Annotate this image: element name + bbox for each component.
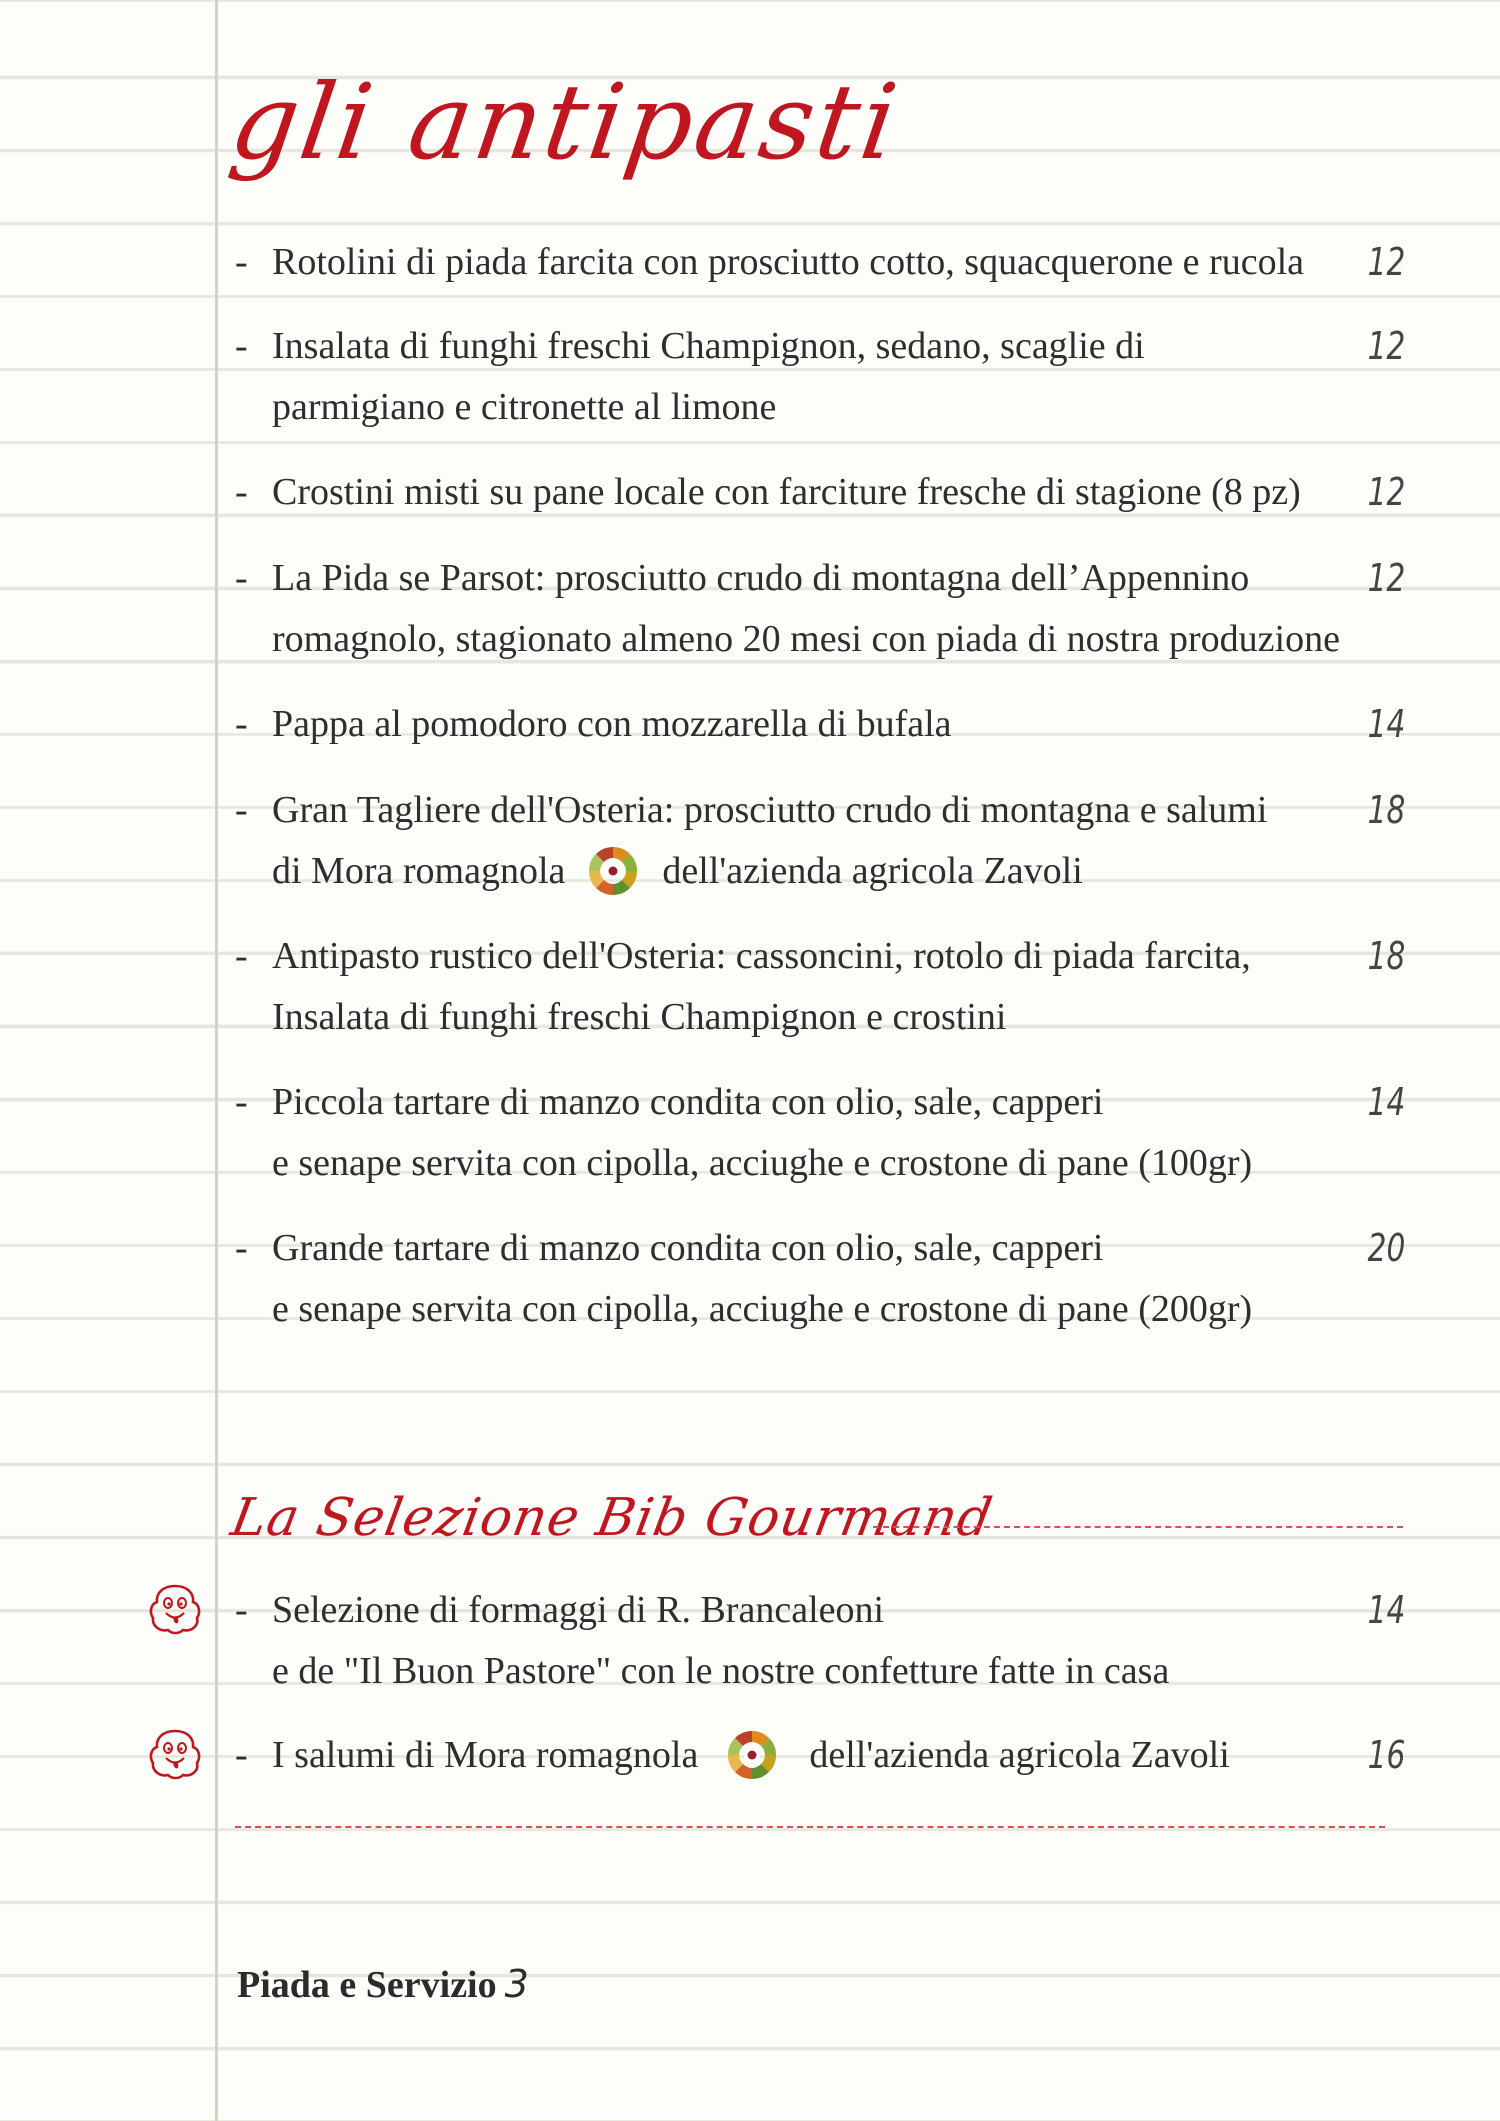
menu-item-text: dell'azienda agricola Zavoli — [809, 1734, 1230, 1776]
bib-gourmand-icon — [146, 1582, 204, 1636]
menu-item-text: e senape servita con cipolla, acciughe e crostone di pane (200gr) — [272, 1288, 1253, 1330]
dashed-divider — [235, 1826, 1385, 1828]
menu-item-text: I salumi di Mora romagnola — [272, 1734, 699, 1776]
menu-page: gli antipasti - Rotolini di piada farcita con prosciutto cotto, squacquerone e rucola 12 - Insalata di funghi freschi Champignon, sedano, scaglie di parmigiano e citronette al limone 12 - Crostini misti su pane locale con farciture fresche di stagione (8 pz) 12 - La Pida se Parsot: prosciutto crudo di montagna dell’Appennino romagnolo, stagionato almeno 20 mesi con piada di nostra produzione 12 - Pappa al pomodoro con mozzarella di bufala 14 - Gran Tagliere dell'Osteria: prosciutto crudo di montagna e salumi di Mora romagnola dell'azienda agricola Zavoli 18 - Antipasto rustico dell'Osteria: cassoncini, rotolo di piada farcita, Insalata di funghi freschi Champignon e crostini 18 - Piccola tartare di manzo condita con olio, sale, capperi e senape servita con cipolla, acciughe e crostone di pane (100gr) 14 - Grande tartare di manzo condita con olio, sale, capperi e senape servita con cipolla, acciughe e crostone di pane (200gr) 20 La Selezione Bib Gourmand - Selezione di formaggi di R. Brancaleoni e de "Il Buon Pastore" con le nostre confetture fatte in casa 14 - I salumi di Mora romagnola dell'azienda agricola Zavoli 16 Piada e Servizio 3 — [0, 0, 1500, 2121]
menu-item-text: La Pida se Parsot: prosciutto crudo di montagna dell’Appennino — [272, 557, 1250, 599]
menu-item-text: Insalata di funghi freschi Champignon, sedano, scaglie di — [272, 325, 1145, 367]
zavoli-logo-icon — [587, 845, 639, 897]
footer-service-charge — [237, 1962, 529, 2007]
menu-item-text: Crostini misti su pane locale con farciture fresche di stagione (8 pz) — [272, 471, 1301, 513]
menu-item-price: 16 — [1367, 1733, 1405, 1777]
menu-item-price: 12 — [1367, 556, 1405, 600]
menu-item-price: 12 — [1367, 470, 1405, 514]
menu-item-text: dell'azienda agricola Zavoli — [662, 850, 1083, 892]
menu-item-price: 14 — [1367, 1588, 1405, 1632]
menu-item-price: 20 — [1367, 1226, 1405, 1270]
menu-item-text: Selezione di formaggi di R. Brancaleoni — [272, 1589, 885, 1631]
menu-item-text: Pappa al pomodoro con mozzarella di bufala — [272, 703, 952, 745]
menu-item-price: 18 — [1367, 788, 1405, 832]
menu-item-price: 18 — [1367, 934, 1405, 978]
menu-item-price: 12 — [1367, 240, 1405, 284]
dashed-divider — [873, 1526, 1403, 1528]
menu-item-text: Rotolini di piada farcita con prosciutto cotto, squacquerone e rucola — [272, 241, 1304, 283]
menu-item-text: Antipasto rustico dell'Osteria: cassoncini, rotolo di piada farcita, — [272, 935, 1251, 977]
menu-item-text: Gran Tagliere dell'Osteria: prosciutto crudo di montagna e salumi — [272, 789, 1268, 831]
notebook-margin-line — [215, 0, 218, 2121]
bib-gourmand-icon — [146, 1727, 204, 1781]
menu-item-text: Piccola tartare di manzo condita con olio, sale, capperi — [272, 1081, 1104, 1123]
menu-item-text: romagnolo, stagionato almeno 20 mesi con piada di nostra produzione — [272, 618, 1340, 660]
menu-item-text: parmigiano e citronette al limone — [272, 386, 777, 428]
section-title-bib-gourmand: La Selezione Bib Gourmand — [226, 1488, 998, 1548]
footer-label: Piada e Servizio — [237, 1964, 497, 2006]
menu-item-text: e senape servita con cipolla, acciughe e crostone di pane (100gr) — [272, 1142, 1253, 1184]
zavoli-logo-icon — [726, 1729, 778, 1781]
menu-item-price: 12 — [1367, 324, 1405, 368]
menu-item-text: Insalata di funghi freschi Champignon e crostini — [272, 996, 1007, 1038]
menu-item-price: 14 — [1367, 702, 1405, 746]
page-title: gli antipasti — [223, 61, 907, 183]
footer-value: 3 — [504, 1962, 529, 2006]
menu-item-text: di Mora romagnola — [272, 850, 566, 892]
menu-item-text: Grande tartare di manzo condita con olio, sale, capperi — [272, 1227, 1104, 1269]
menu-item-price: 14 — [1367, 1080, 1405, 1124]
menu-item-text: e de "Il Buon Pastore" con le nostre confetture fatte in casa — [272, 1650, 1170, 1692]
